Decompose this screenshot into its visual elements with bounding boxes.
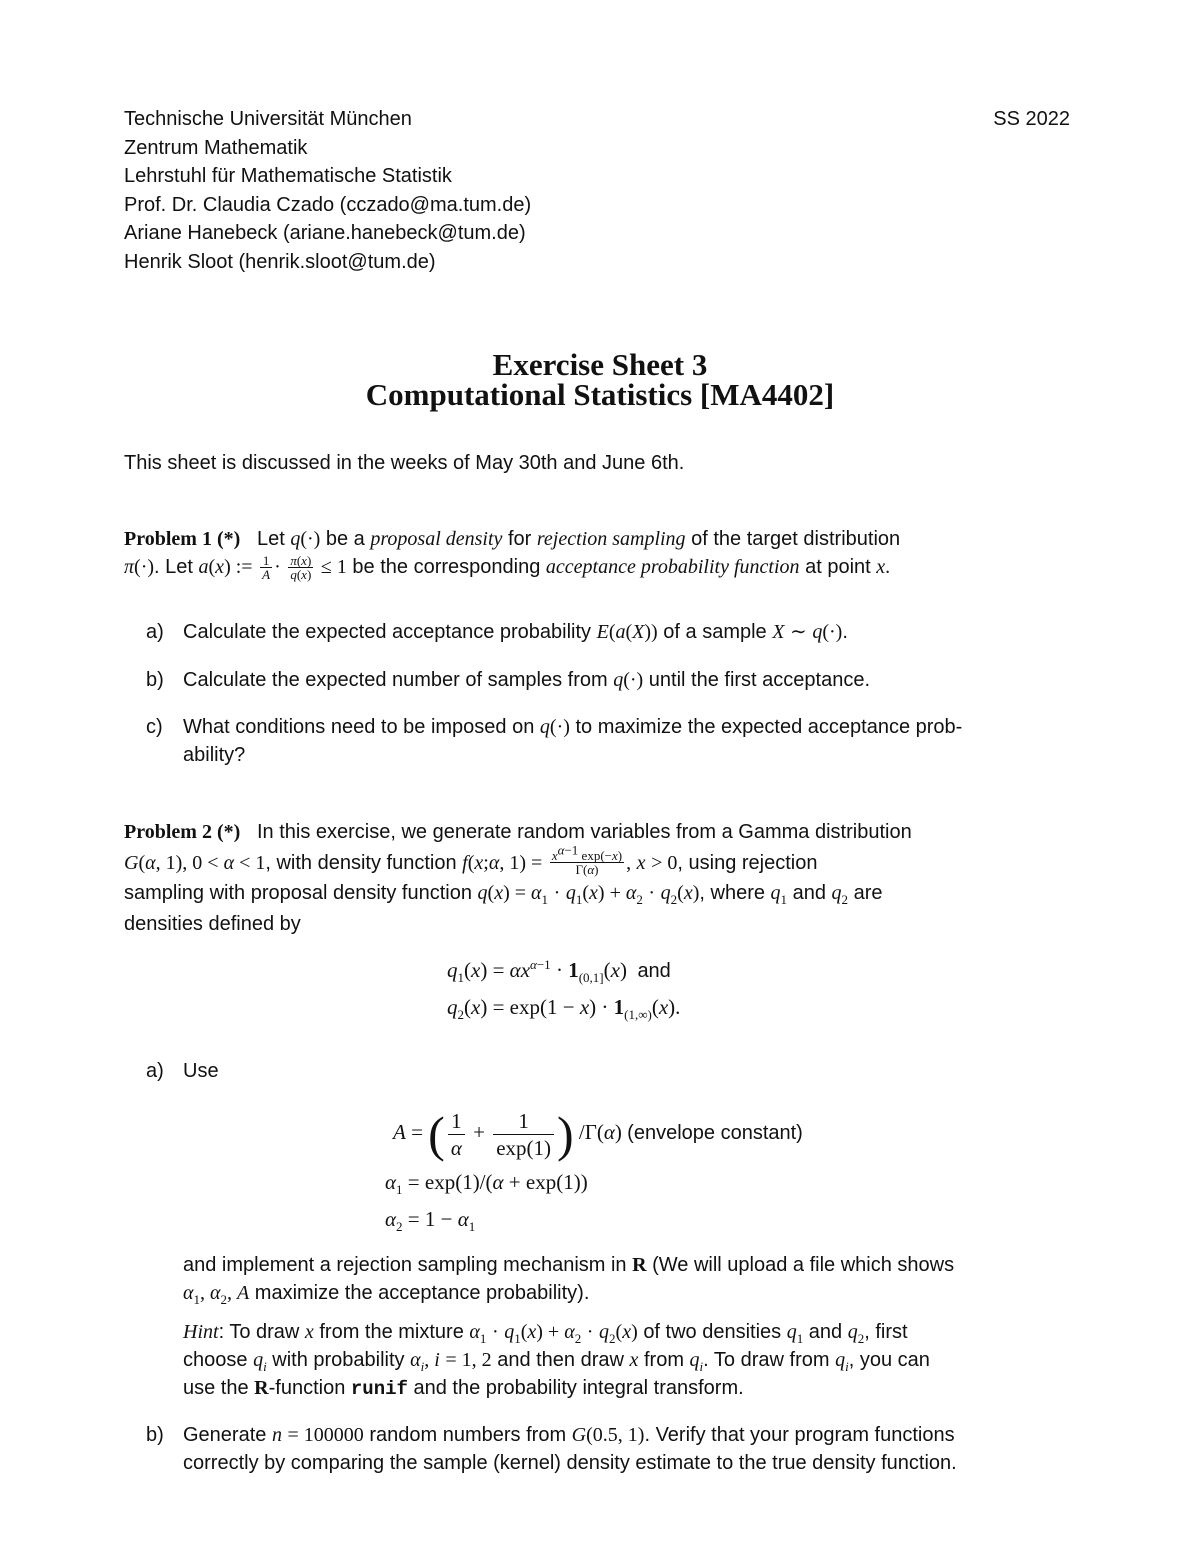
header-assistant-2: Henrik Sloot (henrik.sloot@tum.de) bbox=[124, 250, 436, 273]
hint-label: Hint bbox=[183, 1321, 219, 1343]
header-chair: Lehrstuhl für Mathematische Statistik bbox=[124, 165, 452, 187]
problem-2-heading: Problem 2 (*) bbox=[124, 821, 241, 843]
runif-function-name: runif bbox=[350, 1378, 408, 1400]
equation-q1: $q_1(x) = \alpha x^{\alpha-1} \cdot 1_{(0,1]}(x)$ and bbox=[447, 957, 671, 986]
term-acceptance-probability-function: acceptance probability function bbox=[545, 556, 800, 578]
course-title: Computational Statistics [MA4402] bbox=[365, 377, 835, 412]
exercise-sheet-page: Technische Universität München Zentrum Mathematik Lehrstuhl für Mathematische Statistik Prof. Dr. Claudia Czado (cczado@ma.tum.de) Ariane Hanebeck (ariane.hanebeck@tum.de) Henrik Sloot (henrik.sloot@tum.de) SS 2022 Exercise Sheet 3 Computational Statistics [MA4402] This sheet is discussed in the weeks of May 30th and June 6th. Problem 1 (*) Let q(·) be a proposal density for rejection sampling of the target distribution π(·). Let a(x) := $\frac{1}{A}$ · $\frac{\pi(x)}{q(x)}$ ≤ 1 be the corresponding acceptance probability function at point x. a) Calculate the expected acceptance probability E(a(X)) of a sample X ∼ q(·). b) Calculate the expected number of samples from q(·) until the first acceptance. c) What conditions need to be imposed on q(·) to maximize the expected acceptance prob- ability? Problem 2 (*) In this exercise, we generate random variables from a Gamma distribution G(α, 1), 0 < α < 1, with density function f(x;α, 1) = $\frac{x^{\alpha-1} \exp(-x)}{\Gamma(\alpha)}$ , x > 0, using rejection sampling with proposal density function $q(x) = \alpha_1 \cdot q_1(x) + \alpha_2 \cdot q_2(x)$, where $q_1$ and $q_2$ are densities defined by $q_1(x) = \alpha x^{\alpha-1} \cdot 1_{(0,1]}(x)$ and $q_2(x) = \exp(1 - x) \cdot 1_{(1,\infty)}(x)$. a) Use A = ( $\frac{1}{\alpha}$ + $\frac{1}{\exp(1)}$ ) /Γ(α) (envelope constant) $\alpha_1 = \exp(1)/(\alpha + \exp(1))$ $\alpha_2 = 1 - \alpha_1$ and implement a rejection sampling mechanism in R (We will upload a file which shows $\alpha_1$, $\alpha_2$, A maximize the acceptance probability). Hint: To draw x from the mixture $\alpha_1 \cdot q_1(x) + \alpha_2 \cdot q_2(x)$ of two densities $q_1$ and $q_2$, first choose $q_i$ with probability $\alpha_i$, i = 1, 2 and then draw x from $q_i$. To draw from $q_i$, you can use the R-function runif and the probability integral transform. b) Generate n = 100000 random numbers from G(0.5, 1). Verify that your program functions correctly by comparing the sample (kernel) density estimate to the true density function. bbox=[0, 0, 1200, 1553]
header-university: Technische Universität München bbox=[124, 108, 412, 130]
equation-alpha-2: $\alpha_2 = 1 - \alpha_1$ bbox=[385, 1207, 476, 1235]
problem-2-hint: Hint: To draw x from the mixture $\alpha_1 \cdot q_1(x) + \alpha_2 \cdot q_2(x)$ of two densities $q_1$ and $q_2$, first choose $q_i$ with probability $\alpha_i$, i = 1, 2 and then draw x from $q_i$. To draw from $q_i$, you can use the R-function runif and the probability integral transform. bbox=[183, 1321, 930, 1400]
problem-2-statement: Problem 2 (*) In this exercise, we generate random variables from a Gamma distribution G(α, 1), 0 < α < 1, with density function f(x;α, 1) = $\frac{x^{\alpha-1} \exp(-x)}{\Gamma(\alpha)}$ , x > 0, using rejection sampling with proposal density function $q(x) = \alpha_1 \cdot q_1(x) + \alpha_2 \cdot q_2(x)$, where $q_1$ and $q_2$ are densities defined by bbox=[124, 821, 912, 935]
problem-1-statement: Problem 1 (*) Let q(·) be a proposal density for rejection sampling of the target distribution π(·). Let a(x) := $\frac{1}{A}$ · $\frac{\pi(x)}{q(x)}$ ≤ 1 be the corresponding acceptance probability function at point x. bbox=[124, 528, 901, 582]
problem-1-heading: Problem 1 (*) bbox=[124, 528, 241, 550]
header-professor: Prof. Dr. Claudia Czado (cczado@ma.tum.de) bbox=[124, 193, 532, 216]
intro-text: This sheet is discussed in the weeks of May 30th and June 6th. bbox=[124, 452, 685, 474]
equation-q2: $q_2(x) = \exp(1 - x) \cdot 1_{(1,\infty)}(x)$. bbox=[447, 995, 681, 1023]
institution-header bbox=[124, 105, 1070, 276]
semester-label: SS 2022 bbox=[993, 108, 1070, 130]
header-assistant-1: Ariane Hanebeck (ariane.hanebeck@tum.de) bbox=[124, 222, 526, 244]
header-department: Zentrum Mathematik bbox=[124, 136, 308, 159]
problem-2-implement-text: and implement a rejection sampling mechanism in R (We will upload a file which shows $\alpha_1$, $\alpha_2$, A maximize the acceptance probability). bbox=[183, 1254, 955, 1307]
term-proposal-density: proposal density bbox=[370, 528, 503, 550]
equation-alpha-1: $\alpha_1 = \exp(1)/(\alpha + \exp(1))$ bbox=[385, 1170, 588, 1198]
term-rejection-sampling: rejection sampling bbox=[536, 528, 686, 550]
equation-envelope-constant: A = ( $\frac{1}{\alpha}$ + $\frac{1}{\exp(1)}$ ) /Γ(α) (envelope constant) bbox=[393, 1106, 803, 1163]
sheet-title: Exercise Sheet 3 bbox=[492, 347, 708, 382]
